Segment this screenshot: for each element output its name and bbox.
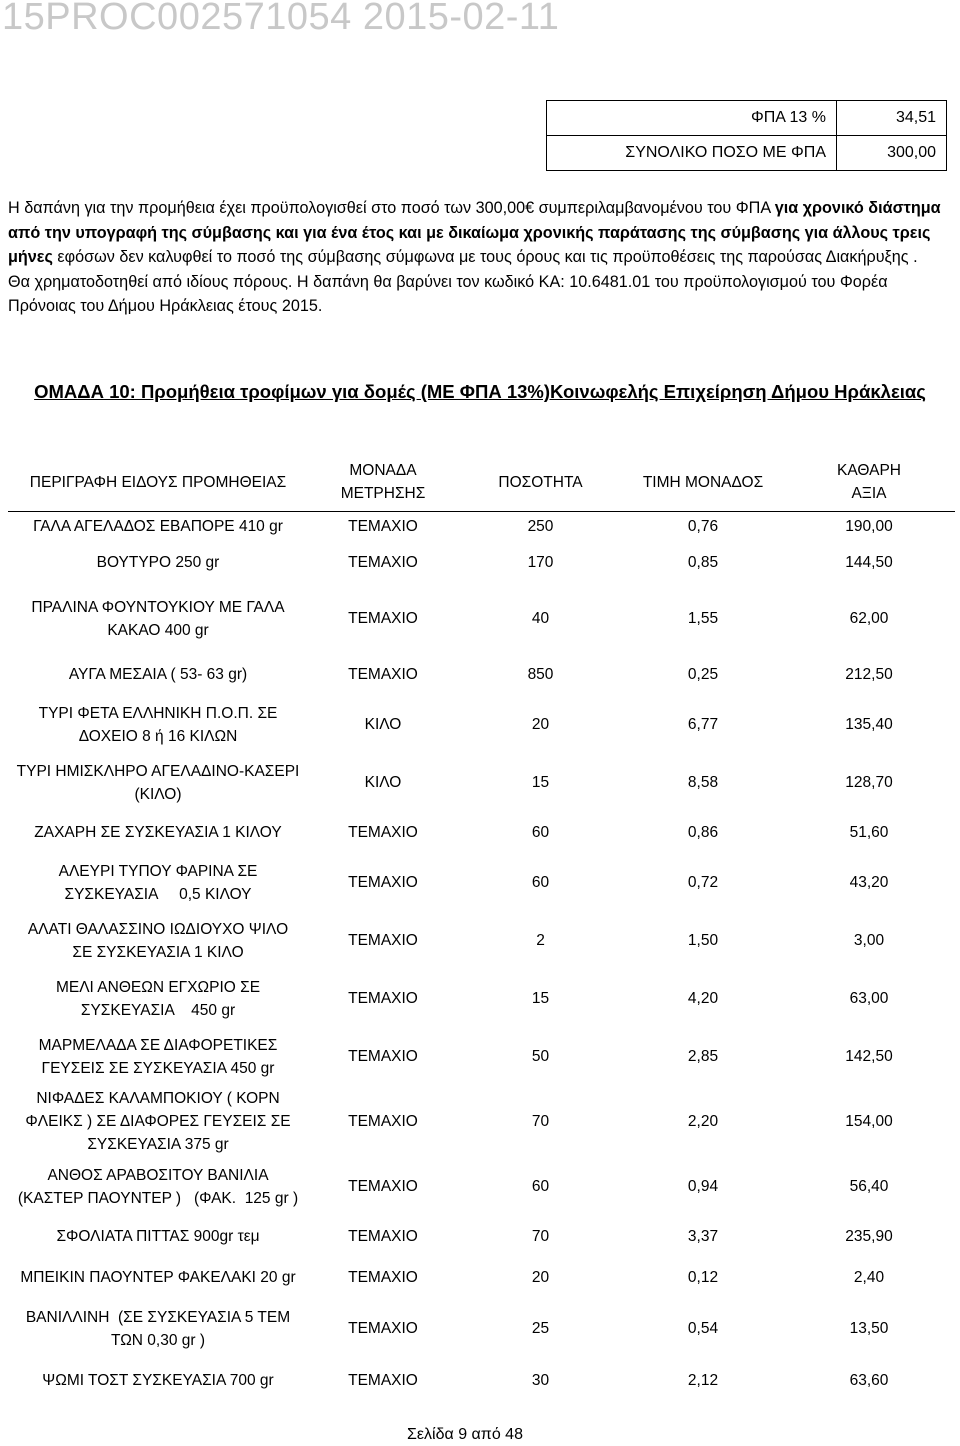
item-unit-price: 0,86: [687, 824, 719, 841]
item-description-line: ΚΑΚΑΟ 400 gr: [107, 621, 209, 639]
item-unit: ΤΕΜΑΧΙΟ: [348, 666, 418, 683]
item-net-value: 128,70: [845, 774, 893, 791]
item-description: [8, 584, 308, 654]
item-description-line: ΤΩΝ 0,30 gr ): [111, 1331, 205, 1349]
item-unit: ΤΕΜΑΧΙΟ: [348, 1372, 418, 1389]
item-description: [8, 1216, 308, 1258]
item-unit-price: 4,20: [687, 990, 719, 1007]
item-unit-price: 2,12: [687, 1372, 719, 1389]
item-net-value: 2,40: [853, 1269, 885, 1286]
item-description: [8, 754, 308, 812]
table-row: [8, 654, 955, 696]
item-description: [8, 970, 308, 1028]
table-row: [8, 1298, 955, 1360]
item-net-value: 154,00: [845, 1113, 893, 1130]
budget-text: Η δαπάνη για την προμήθεια έχει προϋπολογισθεί στο ποσό των 300,00€ συμπεριλαμβανομένου του ΦΠΑ: [8, 199, 771, 217]
item-unit: ΤΕΜΑΧΙΟ: [348, 610, 418, 627]
item-description: [8, 512, 308, 542]
item-net-value: 63,60: [849, 1372, 889, 1389]
table-row: [8, 696, 955, 754]
item-quantity: 60: [531, 1178, 550, 1195]
item-description-line: ΑΝΘΟΣ ΑΡΑΒΟΣΙΤΟΥ ΒΑΝΙΛΙΑ: [47, 1166, 269, 1184]
items-table: [8, 453, 955, 1402]
item-quantity: 70: [531, 1228, 550, 1245]
item-description: [8, 1028, 308, 1086]
vat-row: [547, 101, 947, 136]
header-price: ΤΙΜΗ ΜΟΝΑΔΟΣ: [623, 453, 783, 512]
item-description-line: ΑΥΓΑ ΜΕΣΑΙΑ ( 53- 63 gr): [68, 666, 248, 683]
item-quantity: 850: [527, 666, 554, 683]
item-quantity: 170: [527, 554, 554, 571]
item-quantity: 40: [531, 610, 550, 627]
item-description-line: ΒΟΥΤΥΡΟ 250 gr: [96, 554, 220, 571]
table-row: [8, 1360, 955, 1402]
item-unit-price: 0,12: [687, 1269, 719, 1286]
header-quantity: ΠΟΣΟΤΗΤΑ: [458, 453, 623, 512]
item-quantity: 20: [531, 1269, 550, 1286]
item-unit: ΤΕΜΑΧΙΟ: [348, 1269, 418, 1286]
item-description: [8, 1298, 308, 1360]
item-net-value: 190,00: [845, 518, 893, 536]
header-net-line1: ΚΑΘΑΡΗ: [837, 462, 901, 479]
funding-text: Θα χρηματοδοτηθεί από ιδίους πόρους. Η δαπάνη θα βαρύνει τον κωδικό ΚΑ: 10.6481.01 του προϋπολογισμού του Φορέα Πρόνοιας του Δήμου Ηράκλειας έτους 2015.: [8, 272, 888, 315]
item-description-line: ΒΑΝΙΛΛΙΝΗ (ΣΕ ΣΥΣΚΕΥΑΣΙΑ 5 ΤΕΜ: [25, 1308, 291, 1326]
item-unit: ΤΕΜΑΧΙΟ: [348, 518, 418, 536]
item-net-value: 63,00: [849, 990, 889, 1007]
item-unit-price: 0,94: [687, 1178, 719, 1195]
item-unit-price: 0,72: [687, 874, 719, 891]
item-unit: ΤΕΜΑΧΙΟ: [348, 874, 418, 891]
header-unit: [308, 453, 458, 512]
item-unit-price: 0,25: [687, 666, 719, 683]
table-row: [8, 542, 955, 584]
table-row: [8, 1258, 955, 1298]
item-description-line: ΓΑΛΑ ΑΓΕΛΑΔΟΣ ΕΒΑΠΟΡΕ 410 gr: [33, 518, 283, 536]
item-quantity: 60: [531, 824, 550, 841]
item-description: [8, 1360, 308, 1402]
item-unit: ΚΙΛΟ: [364, 716, 402, 733]
item-net-value: 62,00: [849, 610, 889, 627]
page-number: Σελίδα 9 από 48: [407, 1426, 523, 1443]
vat-summary-table: [546, 100, 947, 171]
item-net-value: 3,00: [853, 932, 885, 949]
item-quantity: 2: [536, 932, 545, 949]
table-row: [8, 1216, 955, 1258]
item-description-line: ΜΕΛΙ ΑΝΘΕΩΝ ΕΓΧΩΡΙΟ ΣΕ: [55, 978, 261, 996]
item-description: [8, 812, 308, 854]
item-unit-price: 0,76: [687, 518, 719, 536]
item-quantity: 25: [531, 1320, 550, 1337]
item-unit: ΤΕΜΑΧΙΟ: [348, 1048, 418, 1065]
item-description-line: ΜΠΕΙΚΙΝ ΠΑΟΥΝΤΕΡ ΦΑΚΕΛΑΚΙ 20 gr: [20, 1269, 296, 1286]
item-unit: ΚΙΛΟ: [364, 774, 402, 791]
item-quantity: 15: [531, 774, 550, 791]
item-unit: ΤΕΜΑΧΙΟ: [348, 1320, 418, 1337]
table-row: [8, 584, 955, 654]
item-unit: ΤΕΜΑΧΙΟ: [348, 824, 418, 841]
item-unit-price: 8,58: [687, 774, 719, 791]
header-unit-line1: ΜΟΝΑΔΑ: [349, 462, 417, 479]
item-net-value: 142,50: [845, 1048, 893, 1065]
item-description-line: ΤΥΡΙ ΗΜΙΣΚΛΗΡΟ ΑΓΕΛΑΔΙΝΟ-ΚΑΣΕΡΙ: [16, 762, 300, 780]
duration-text-rest: εφόσων δεν καλυφθεί το ποσό της σύμβασης σύμφωνα με τους όρους και τις προϋποθέσεις της παρούσας Διακήρυξης .: [52, 248, 918, 266]
item-quantity: 50: [531, 1048, 550, 1065]
item-description: [8, 542, 308, 584]
item-description-line: ΤΥΡΙ ΦΕΤΑ ΕΛΛΗΝΙΚΗ Π.Ο.Π. ΣΕ: [38, 704, 278, 722]
item-quantity: 60: [531, 874, 550, 891]
table-row: [8, 912, 955, 970]
item-unit: ΤΕΜΑΧΙΟ: [348, 1228, 418, 1245]
item-net-value: 144,50: [845, 554, 893, 571]
item-net-value: 235,90: [845, 1228, 893, 1245]
item-description: [8, 654, 308, 696]
item-description: [8, 1086, 308, 1158]
item-quantity: 250: [527, 518, 554, 536]
total-with-vat-row: [547, 136, 947, 171]
table-row: [8, 1086, 955, 1158]
table-row: [8, 970, 955, 1028]
item-unit: ΤΕΜΑΧΙΟ: [348, 990, 418, 1007]
item-unit: ΤΕΜΑΧΙΟ: [348, 1178, 418, 1195]
total-with-vat-value: 300,00: [837, 136, 947, 171]
item-unit-price: 0,54: [687, 1320, 719, 1337]
item-description-line: ΣΕ ΣΥΣΚΕΥΑΣΙΑ 1 ΚΙΛΟ: [72, 943, 244, 961]
item-description: [8, 696, 308, 754]
item-description-line: ΣΥΣΚΕΥΑΣΙΑ 0,5 ΚΙΛΟΥ: [64, 885, 252, 903]
item-description-line: ΣΥΣΚΕΥΑΣΙΑ 375 gr: [87, 1136, 229, 1153]
item-description: [8, 912, 308, 970]
item-quantity: 30: [531, 1372, 550, 1389]
item-quantity: 70: [531, 1113, 550, 1130]
item-unit-price: 2,85: [687, 1048, 719, 1065]
item-description-line: (ΚΙΛΟ): [134, 785, 182, 803]
item-description-line: ΔΟΧΕΙΟ 8 ή 16 ΚΙΛΩΝ: [78, 727, 238, 745]
total-with-vat-label: ΣΥΝΟΛΙΚΟ ΠΟΣΟ ΜΕ ΦΠΑ: [547, 136, 837, 171]
item-net-value: 135,40: [845, 716, 893, 733]
header-description: ΠΕΡΙΓΡΑΦΗ ΕΙΔΟΥΣ ΠΡΟΜΗΘΕΙΑΣ: [8, 453, 308, 512]
budget-paragraph: [8, 196, 953, 319]
item-unit: ΤΕΜΑΧΙΟ: [348, 554, 418, 571]
vat-label: ΦΠΑ 13 %: [547, 101, 837, 136]
item-unit-price: 3,37: [687, 1228, 719, 1245]
item-description-line: ΦΛΕΙΚΣ ) ΣΕ ΔΙΑΦΟΡΕΣ ΓΕΥΣΕΙΣ ΣΕ: [25, 1113, 291, 1130]
item-unit-price: 1,55: [687, 610, 719, 627]
table-row: [8, 1158, 955, 1216]
item-description-line: (ΚΑΣΤΕΡ ΠΑΟΥΝΤΕΡ ) (ΦΑΚ. 125 gr ): [17, 1189, 299, 1207]
item-description: [8, 854, 308, 912]
item-description: [8, 1258, 308, 1298]
table-row: [8, 854, 955, 912]
item-unit-price: 0,85: [687, 554, 719, 571]
table-row: [8, 812, 955, 854]
item-description-line: ΓΕΥΣΕΙΣ ΣΕ ΣΥΣΚΕΥΑΣΙΑ 450 gr: [41, 1059, 275, 1077]
item-description-line: ΖΑΧΑΡΗ ΣΕ ΣΥΣΚΕΥΑΣΙΑ 1 ΚΙΛΟΥ: [34, 824, 282, 841]
group-title: ΟΜΑΔΑ 10: Προμήθεια τροφίμων για δομές (ΜΕ ΦΠΑ 13%)Κοινωφελής Επιχείρηση Δήμου Ηράκλειας: [34, 381, 926, 402]
item-quantity: 15: [531, 990, 550, 1007]
item-description-line: ΑΛΕΥΡΙ ΤΥΠΟΥ ΦΑΡΙΝΑ ΣΕ: [58, 862, 258, 880]
item-unit: ΤΕΜΑΧΙΟ: [348, 932, 418, 949]
item-description-line: ΣΥΣΚΕΥΑΣΙΑ 450 gr: [80, 1001, 236, 1019]
header-net-line2: ΑΞΙΑ: [851, 485, 887, 502]
item-net-value: 13,50: [849, 1320, 889, 1337]
item-net-value: 212,50: [845, 666, 893, 683]
vat-value: 34,51: [837, 101, 947, 136]
item-net-value: 43,20: [849, 874, 889, 891]
table-header-row: [8, 453, 955, 512]
item-description-line: ΑΛΑΤΙ ΘΑΛΑΣΣΙΝΟ ΙΩΔΙΟΥΧΟ ΨΙΛΟ: [27, 920, 289, 938]
item-description-line: ΜΑΡΜΕΛΑΔΑ ΣΕ ΔΙΑΦΟΡΕΤΙΚΕΣ: [38, 1036, 278, 1054]
item-description-line: ΝΙΦΑΔΕΣ ΚΑΛΑΜΠΟΚΙΟΥ ( ΚΟΡΝ: [36, 1090, 280, 1107]
item-net-value: 56,40: [849, 1178, 889, 1195]
duration-text: για χρονικό διάστημα από την υπογραφή της σύμβασης και για ένα έτος και με δικαίωμα χρονικής παράτασης της σύμβασης για άλλους τρεις μήνες: [8, 199, 941, 266]
table-row: [8, 754, 955, 812]
item-unit-price: 1,50: [687, 932, 719, 949]
item-unit: ΤΕΜΑΧΙΟ: [348, 1113, 418, 1130]
item-description-line: ΣΦΟΛΙΑΤΑ ΠΙΤΤΑΣ 900gr τεμ: [56, 1228, 260, 1245]
item-net-value: 51,60: [849, 824, 889, 841]
item-description-line: ΠΡΑΛΙΝΑ ΦΟΥΝΤΟΥΚΙΟΥ ΜΕ ΓΑΛΑ: [31, 598, 285, 616]
item-unit-price: 2,20: [687, 1113, 719, 1130]
document-id-stamp: 15PROC002571054 2015-02-11: [2, 0, 560, 38]
table-row: [8, 512, 955, 542]
header-unit-line2: ΜΕΤΡΗΣΗΣ: [340, 485, 426, 502]
header-net-value: [783, 453, 955, 512]
item-quantity: 20: [531, 716, 550, 733]
item-description: [8, 1158, 308, 1216]
item-unit-price: 6,77: [687, 716, 719, 733]
item-description-line: ΨΩΜΙ ΤΟΣΤ ΣΥΣΚΕΥΑΣΙΑ 700 gr: [42, 1372, 274, 1389]
table-row: [8, 1028, 955, 1086]
